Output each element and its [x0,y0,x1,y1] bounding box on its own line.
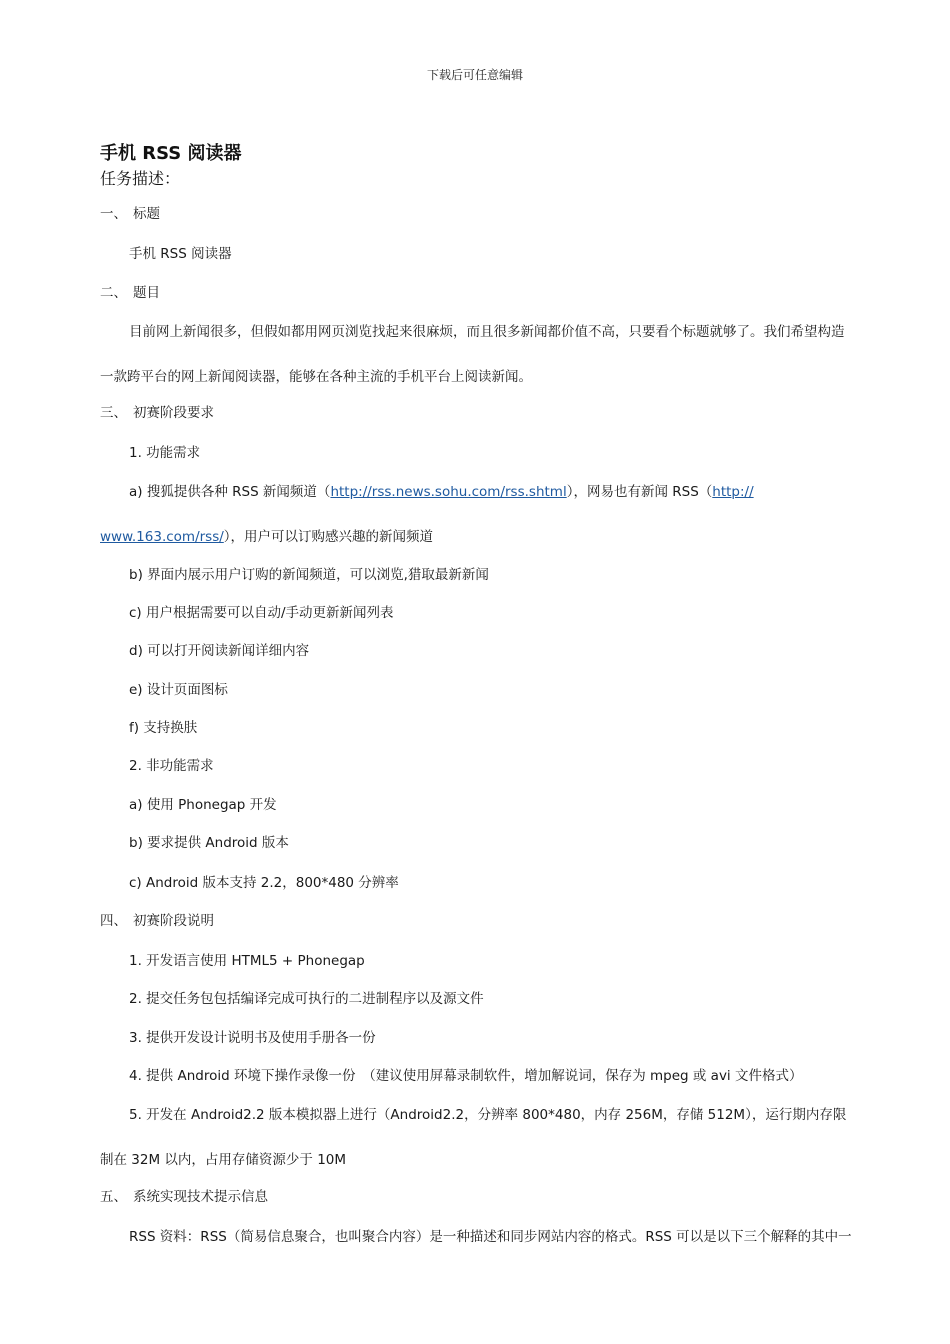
section-2-heading [100,283,160,303]
sohu-rss-link[interactable]: http://rss.news.sohu.com/rss.shtml [330,484,567,500]
header-note: 下载后可任意编辑 [426,68,523,82]
section-title: 题目 [133,285,160,301]
section-1-body: 手机 RSS 阅读器 [129,246,232,262]
requirement-f: f) 支持换肤 [129,720,198,736]
section-3-heading [100,403,214,423]
nonfunctional-c: c) Android 版本支持 2.2，800*480 分辨率 [129,875,399,891]
netease-rss-link-part-2[interactable]: www.163.com/rss/ [100,529,224,545]
section-number: 五、 [100,1189,127,1205]
requirement-b: b) 界面内展示用户订购的新闻频道，可以浏览,猎取最新新闻 [129,567,489,583]
section-4-item-5-line-2: 制在 32M 以内，占用存储资源少于 10M [100,1152,347,1168]
section-1-heading [100,204,160,224]
section-2-paragraph-line-2: 一款跨平台的网上新闻阅读器，能够在各种主流的手机平台上阅读新闻。 [100,369,532,385]
nonfunctional-b: b) 要求提供 Android 版本 [129,835,289,851]
section-4-heading [100,911,214,931]
requirement-a-text-end: ），用户可以订购感兴趣的新闻频道 [223,529,434,545]
section-4-item-4: 4. 提供 Android 环境下操作录像一份 （建议使用屏幕录制软件，增加解说词，保存为 mpeg 或 avi 文件格式） [129,1068,803,1084]
section-number: 四、 [100,913,127,929]
section-4-item-1: 1. 开发语言使用 HTML5 + Phonegap [129,953,365,969]
section-5-heading [100,1187,268,1207]
requirement-a-text: a) 搜狐提供各种 RSS 新闻频道（ [129,484,331,500]
section-2-paragraph-line-1: 目前网上新闻很多，但假如都用网页浏览找起来很麻烦，而且很多新闻都价值不高，只要看个标题就够了。我们希望构造 [129,324,845,340]
nonfunctional-a: a) 使用 Phonegap 开发 [129,797,277,813]
section-title: 标题 [133,206,160,222]
netease-rss-link-part-1[interactable]: http:// [712,484,754,500]
requirement-c: c) 用户根据需要可以自动/手动更新新闻列表 [129,605,394,621]
nonfunctional-requirements-title: 2. 非功能需求 [129,758,214,774]
section-4-item-3: 3. 提供开发设计说明书及使用手册各一份 [129,1030,376,1046]
requirement-a-line-1 [129,482,754,502]
section-5-paragraph-line-1: RSS 资料：RSS（简易信息聚合，也叫聚合内容）是一种描述和同步网站内容的格式。RSS 可以是以下三个解释的其中一 [129,1229,852,1245]
section-number: 一、 [100,206,127,222]
document-title: 手机 RSS 阅读器 [100,143,242,164]
section-number: 二、 [100,285,127,301]
requirement-e: e) 设计页面图标 [129,682,228,698]
requirement-a-line-2 [100,527,433,547]
section-title: 初赛阶段说明 [133,913,214,929]
functional-requirements-title: 1. 功能需求 [129,445,201,461]
section-number: 三、 [100,405,127,421]
section-title: 初赛阶段要求 [133,405,214,421]
requirement-d: d) 可以打开阅读新闻详细内容 [129,643,310,659]
section-4-item-2: 2. 提交任务包包括编译完成可执行的二进制程序以及源文件 [129,991,484,1007]
section-title: 系统实现技术提示信息 [133,1189,268,1205]
document-subtitle: 任务描述： [100,169,181,188]
requirement-a-text-mid: ），网易也有新闻 RSS（ [566,484,713,500]
section-4-item-5-line-1: 5. 开发在 Android2.2 版本模拟器上进行（Android2.2，分辨率 800*480，内存 256M，存储 512M），运行期内存限 [129,1107,847,1123]
